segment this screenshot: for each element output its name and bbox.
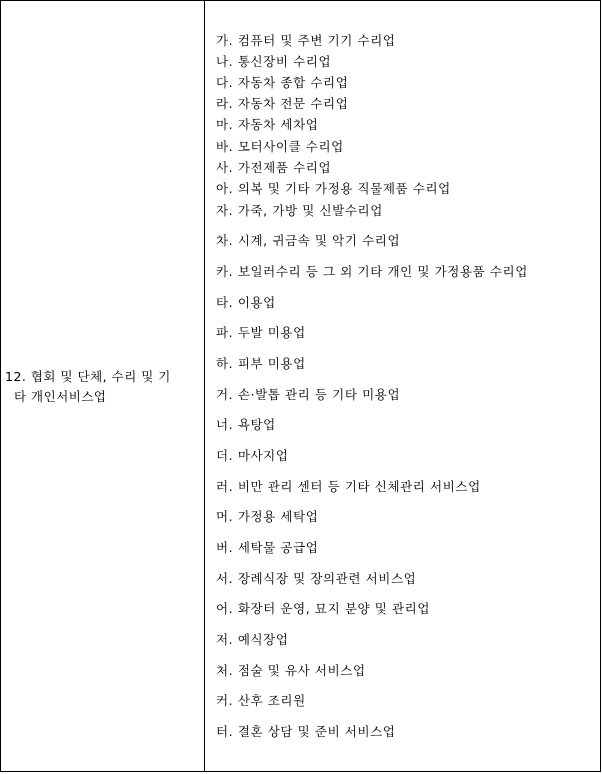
category-label-line2: 타 개인서비스업 bbox=[14, 389, 107, 404]
list-item: 터. 결혼 상담 및 준비 서비스업 bbox=[216, 724, 396, 739]
list-item: 자. 가죽, 가방 및 신발수리업 bbox=[216, 203, 383, 218]
list-item: 차. 시계, 귀금속 및 악기 수리업 bbox=[216, 233, 401, 248]
list-item: 파. 두발 미용업 bbox=[216, 325, 306, 340]
category-label bbox=[5, 367, 201, 407]
list-item: 사. 가전제품 수리업 bbox=[216, 160, 332, 175]
list-item: 버. 세탁물 공급업 bbox=[216, 540, 319, 555]
list-item: 러. 비만 관리 센터 등 기타 신체관리 서비스업 bbox=[216, 479, 481, 494]
list-item: 라. 자동차 전문 수리업 bbox=[216, 96, 349, 111]
list-item: 처. 점술 및 유사 서비스업 bbox=[216, 663, 366, 678]
list-item: 서. 장례식장 및 장의관련 서비스업 bbox=[216, 571, 417, 586]
list-item: 하. 피부 미용업 bbox=[216, 356, 306, 371]
list-item: 다. 자동차 종합 수리업 bbox=[216, 75, 349, 90]
list-item: 더. 마사지업 bbox=[216, 448, 289, 463]
list-item: 어. 화장터 운영, 묘지 분양 및 관리업 bbox=[216, 601, 431, 616]
list-item: 아. 의복 및 기타 가정용 직물제품 수리업 bbox=[216, 181, 451, 196]
list-item: 가. 컴퓨터 및 주변 기기 수리업 bbox=[216, 33, 396, 48]
list-item: 머. 가정용 세탁업 bbox=[216, 509, 319, 524]
items-cell bbox=[205, 1, 600, 771]
list-item: 저. 예식장업 bbox=[216, 632, 289, 647]
category-label-line1: 12. 협회 및 단체, 수리 및 기 bbox=[5, 369, 171, 384]
list-item: 거. 손·발톱 관리 등 기타 미용업 bbox=[216, 387, 401, 402]
list-item: 타. 이용업 bbox=[216, 295, 276, 310]
list-item: 너. 욕탕업 bbox=[216, 417, 276, 432]
list-item: 나. 통신장비 수리업 bbox=[216, 54, 332, 69]
list-item: 카. 보일러수리 등 그 외 기타 개인 및 가정용품 수리업 bbox=[216, 264, 528, 279]
list-item: 마. 자동차 세차업 bbox=[216, 117, 319, 132]
list-item: 바. 모터사이클 수리업 bbox=[216, 139, 344, 154]
category-cell bbox=[1, 1, 204, 771]
list-item: 커. 산후 조리원 bbox=[216, 693, 306, 708]
